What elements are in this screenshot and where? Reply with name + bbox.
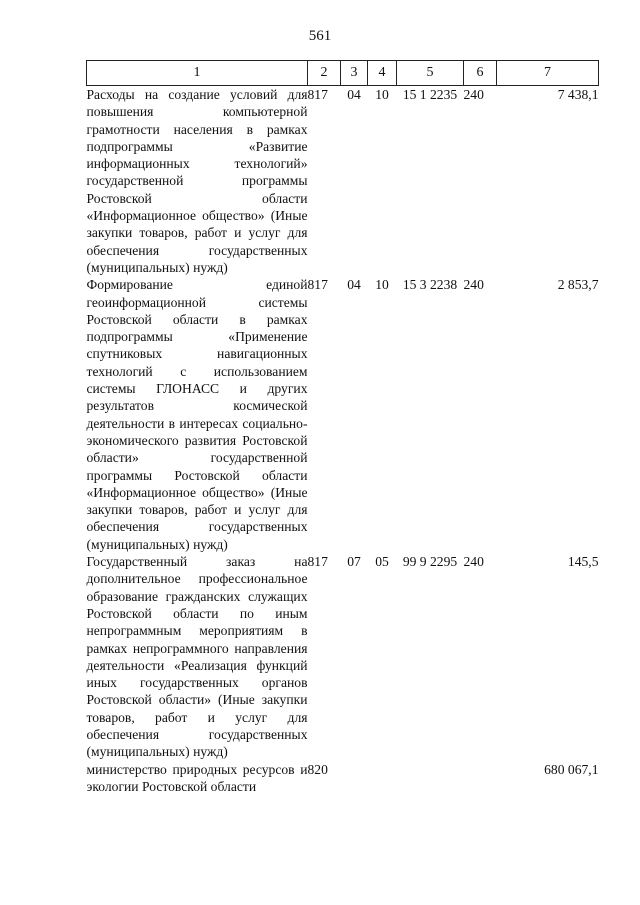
cell-target-article: [397, 761, 464, 796]
cell-chapter-code: 817: [307, 87, 328, 102]
cell-expense-type: [464, 761, 497, 796]
cell-subsection-code: 10: [375, 277, 389, 293]
cell-target-article: 15 3 2238: [402, 277, 458, 293]
cell-chapter-code: 817: [307, 554, 328, 570]
cell-expense-type: 240: [463, 277, 484, 293]
column-header: 2: [308, 61, 341, 86]
cell-target-article: 15 1 2235: [402, 87, 458, 102]
column-header: 3: [341, 61, 368, 86]
column-header: 4: [368, 61, 397, 86]
column-header: 7: [497, 61, 599, 86]
cell-section-code: [341, 761, 368, 796]
cell-target-article: 99 9 2295: [402, 554, 458, 570]
cell-subsection-code: 10: [375, 87, 389, 102]
cell-expense-type: 240: [463, 554, 484, 570]
row-description: Государственный заказ на дополнительное профессиональное образование гражданских служащих Ростовской области по иным непрограммным мероприятиям в рамках непрограммного направления деятельности «Реализация функций иных государственных органов Ростовской области» (Иные закупки товаров, работ и услуг для обеспечения государственных (муниципальных) нужд): [86, 554, 308, 760]
table-row: [87, 761, 599, 796]
cell-section-code: 07: [347, 554, 361, 570]
cell-amount: 2 853,7: [557, 277, 599, 293]
column-header: 6: [464, 61, 497, 86]
table-row: [87, 86, 599, 277]
row-description: Формирование единой геоинформационной системы Ростовской области в рамках подпрограммы «Применение спутниковых навигационных технологий с использованием системы ГЛОНАСС и других результатов космической деятельности в интересах социально-экономического развития Ростовской области» государственной программы Ростовской области «Информационное общество» (Иные закупки товаров, работ и услуг для обеспечения государственных (муниципальных) нужд): [86, 277, 308, 552]
table-row: [87, 276, 599, 553]
cell-subsection-code: [368, 761, 397, 796]
column-header: 5: [397, 61, 464, 86]
cell-amount: 145,5: [567, 554, 599, 570]
row-description: министерство природных ресурсов и экологии Ростовской области: [86, 761, 308, 794]
column-header: 1: [87, 61, 308, 86]
cell-expense-type: 240: [463, 87, 484, 102]
page-number: 561: [308, 28, 332, 44]
cell-section-code: 04: [347, 87, 361, 102]
cell-chapter-code: 817: [307, 277, 328, 293]
table-row: [87, 553, 599, 761]
cell-amount: 7 438,1: [557, 87, 599, 102]
budget-table: [86, 60, 599, 795]
cell-amount: 680 067,1: [544, 761, 599, 777]
table-header-row: [87, 61, 599, 86]
cell-subsection-code: 05: [375, 554, 389, 570]
cell-section-code: 04: [347, 277, 361, 293]
cell-chapter-code: 820: [307, 761, 328, 777]
row-description: Расходы на создание условий для повышения компьютерной грамотности населения в рамках подпрограммы «Развитие информационных технологий» государственной программы Ростовской области «Информационное общество» (Иные закупки товаров, работ и услуг для обеспечения государственных (муниципальных) нужд): [86, 87, 308, 275]
